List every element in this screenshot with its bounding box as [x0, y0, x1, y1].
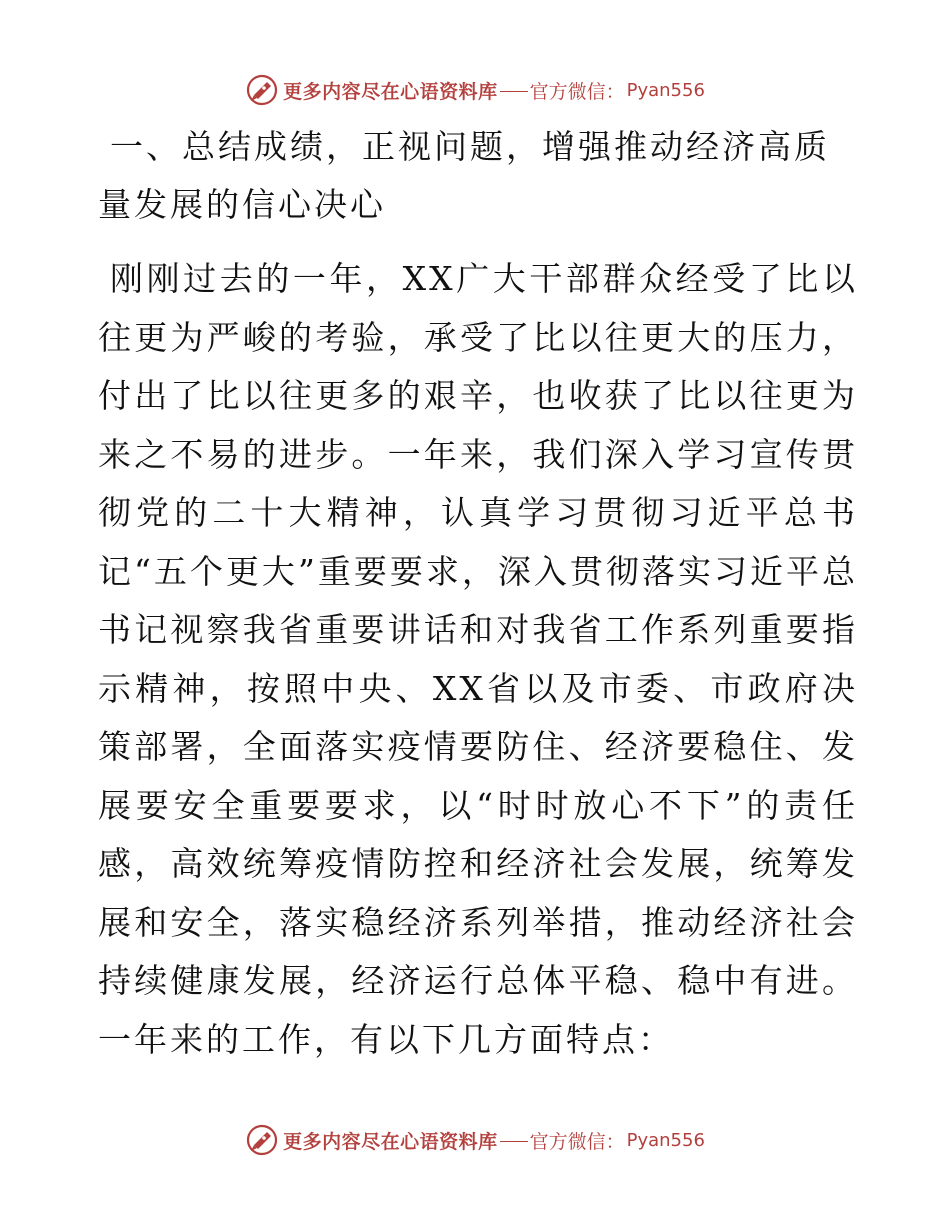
pen-nib-logo-icon	[245, 1123, 279, 1157]
banner-text: 更多内容尽在心语资料库	[283, 80, 498, 103]
banner-wechat-label: 官方微信：	[529, 80, 625, 103]
section-heading: 一、总结成绩，正视问题，增强推动经济高质量发展的信心决心	[98, 127, 830, 224]
banner-wechat-label: 官方微信：	[529, 1130, 625, 1153]
header-watermark-banner	[0, 70, 950, 110]
banner-dash	[500, 1141, 528, 1142]
banner-dash	[500, 91, 528, 92]
banner-handle: Pyan556	[626, 1129, 705, 1151]
banner-text: 更多内容尽在心语资料库	[283, 1130, 498, 1153]
document-body	[98, 118, 858, 1069]
pen-nib-logo-icon	[245, 73, 279, 107]
body-paragraph: 刚刚过去的一年，XX广大干部群众经受了比以往更为严峻的考验，承受了比以往更大的压力，付出了比以往更多的艰辛，也收获了比以往更为来之不易的进步。一年来，我们深入学习宣传贯彻党的二十大精神，认真学习贯彻习近平总书记“五个更大”重要要求，深入贯彻落实习近平总书记视察我省重要讲话和对我省工作系列重要指示精神，按照中央、XX省以及市委、市政府决策部署，全面落实疫情要防住、经济要稳住、发展要安全重要要求，以“时时放心不下”的责任感，高效统筹疫情防控和经济社会发展，统筹发展和安全，落实稳经济系列举措，推动经济社会持续健康发展，经济运行总体平稳、稳中有进。一年来的工作，有以下几方面特点：	[98, 259, 858, 1059]
banner-handle: Pyan556	[626, 79, 705, 101]
footer-watermark-banner	[0, 1120, 950, 1160]
